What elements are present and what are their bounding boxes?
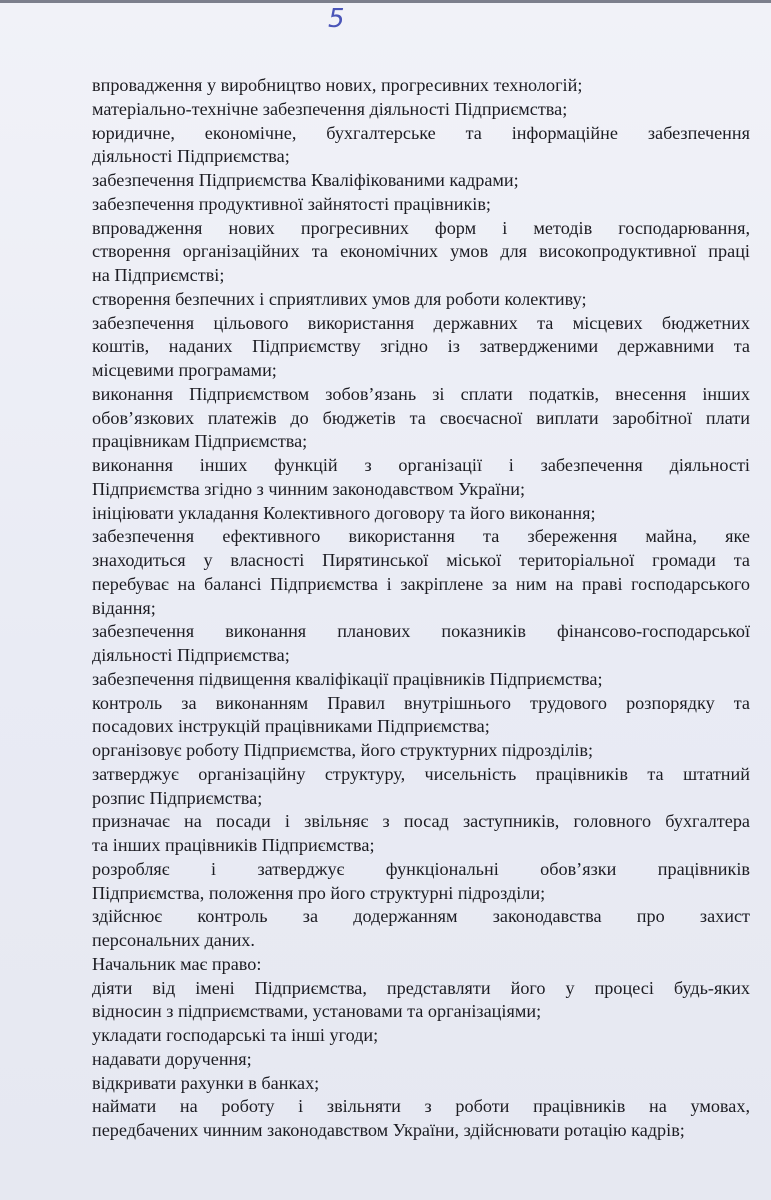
text-line: створення організаційних та економічних умов для високопродуктивної праці [92, 241, 750, 262]
text-line: здійснює контроль за додержанням законодавства про захист [92, 906, 750, 927]
text-line: виконання Підприємством зобов’язань зі сплати податків, внесення інших [92, 383, 750, 404]
paragraph [42, 668, 750, 692]
text-line: місцевими програмами; [92, 360, 277, 380]
paragraph [42, 217, 750, 288]
text-line: укладати господарські та інші угоди; [92, 1025, 379, 1045]
paragraph [42, 977, 750, 1025]
text-line: надавати доручення; [92, 1048, 252, 1069]
paragraph [42, 739, 750, 763]
text-line: відкривати рахунки в банках; [92, 1072, 320, 1093]
page-number: 5 [328, 4, 345, 34]
text-line: Начальник має право: [92, 953, 262, 974]
text-line: наймати на роботу і звільняти з роботи працівників на умовах, [92, 1096, 750, 1117]
text-line: впровадження нових прогресивних форм і методів господарювання, [92, 217, 750, 238]
text-line: виконання інших функцій з організації і забезпечення діяльності [92, 455, 750, 475]
paragraph [42, 1095, 750, 1143]
text-line: відносин з підприємствами, установами та організаціями; [92, 1001, 542, 1022]
text-line: діяти від імені Підприємства, представляти його у процесі будь-яких [92, 977, 750, 998]
text-line: обов’язкових платежів до бюджетів та своєчасної виплати заробітної плати [92, 407, 750, 428]
paragraph [42, 953, 750, 977]
paragraph [42, 810, 750, 858]
text-line: створення безпечних і сприятливих умов для роботи колективу; [92, 288, 587, 309]
paragraph [42, 288, 750, 312]
paragraph [42, 1048, 750, 1072]
paragraph [42, 858, 750, 906]
text-line: впровадження у виробництво нових, прогресивних технологій; [92, 75, 583, 95]
text-line: призначає на посади і звільняє з посад заступників, головного бухгалтера [92, 811, 750, 832]
paragraph [42, 692, 750, 740]
paragraph [42, 763, 750, 811]
text-line: передбачених чинним законодавством України, здійснювати ротацію кадрів; [92, 1120, 685, 1140]
text-line: контроль за виконанням Правил внутрішнього трудового розпорядку та [92, 692, 750, 713]
paragraph [42, 312, 750, 383]
text-line: затверджує організаційну структуру, чисельність працівників та штатний [92, 763, 750, 784]
paragraph [42, 620, 750, 668]
text-line: матеріально-технічне забезпечення діяльності Підприємства; [92, 98, 568, 119]
paragraph [42, 169, 750, 193]
paragraph [42, 74, 750, 98]
text-line: ініціювати укладання Колективного договору та його виконання; [92, 502, 596, 523]
scan-top-edge [0, 0, 771, 3]
text-line: діяльності Підприємства; [92, 146, 290, 167]
paragraph [42, 383, 750, 454]
text-line: забезпечення підвищення кваліфікації працівників Підприємства; [92, 668, 603, 689]
text-line: персональних даних. [92, 930, 255, 950]
text-line: Підприємства, положення про його структурні підрозділи; [92, 882, 546, 903]
text-line: Підприємства згідно з чинним законодавством України; [92, 478, 526, 499]
text-line: знаходиться у власності Пирятинської міської територіальної громади та [92, 550, 750, 570]
paragraph [42, 98, 750, 122]
paragraph [42, 122, 750, 170]
text-line: організовує роботу Підприємства, його структурних підрозділів; [92, 740, 594, 760]
text-line: перебуває на балансі Підприємства і закріплене за ним на праві господарського [92, 573, 750, 594]
text-line: діяльності Підприємства; [92, 645, 290, 665]
paragraph [42, 193, 750, 217]
text-line: коштів, наданих Підприємству згідно із затвердженими державними та [92, 336, 750, 357]
text-line: відання; [92, 597, 156, 618]
text-line: забезпечення продуктивної зайнятості працівників; [92, 193, 491, 214]
text-line: розпис Підприємства; [92, 787, 263, 808]
paragraph [42, 454, 750, 502]
text-line: юридичне, економічне, бухгалтерське та інформаційне забезпечення [92, 122, 750, 143]
paragraph [42, 502, 750, 526]
paragraph [42, 1072, 750, 1096]
text-line: працівникам Підприємства; [92, 431, 308, 452]
paragraph [42, 1024, 750, 1048]
text-line: забезпечення виконання планових показників фінансово-господарської [92, 621, 750, 642]
text-line: посадових інструкцій працівниками Підприємства; [92, 716, 490, 737]
text-line: розробляє і затверджує функціональні обов’язки працівників [92, 858, 750, 879]
text-line: забезпечення цільового використання державних та місцевих бюджетних [92, 312, 750, 333]
text-line: на Підприємстві; [92, 265, 225, 285]
paragraph [42, 525, 750, 620]
document-body [42, 74, 750, 1143]
text-line: та інших працівників Підприємства; [92, 835, 375, 855]
paragraph [42, 905, 750, 953]
text-line: забезпечення Підприємства Кваліфікованими кадрами; [92, 170, 519, 190]
text-line: забезпечення ефективного використання та збереження майна, яке [92, 526, 750, 547]
